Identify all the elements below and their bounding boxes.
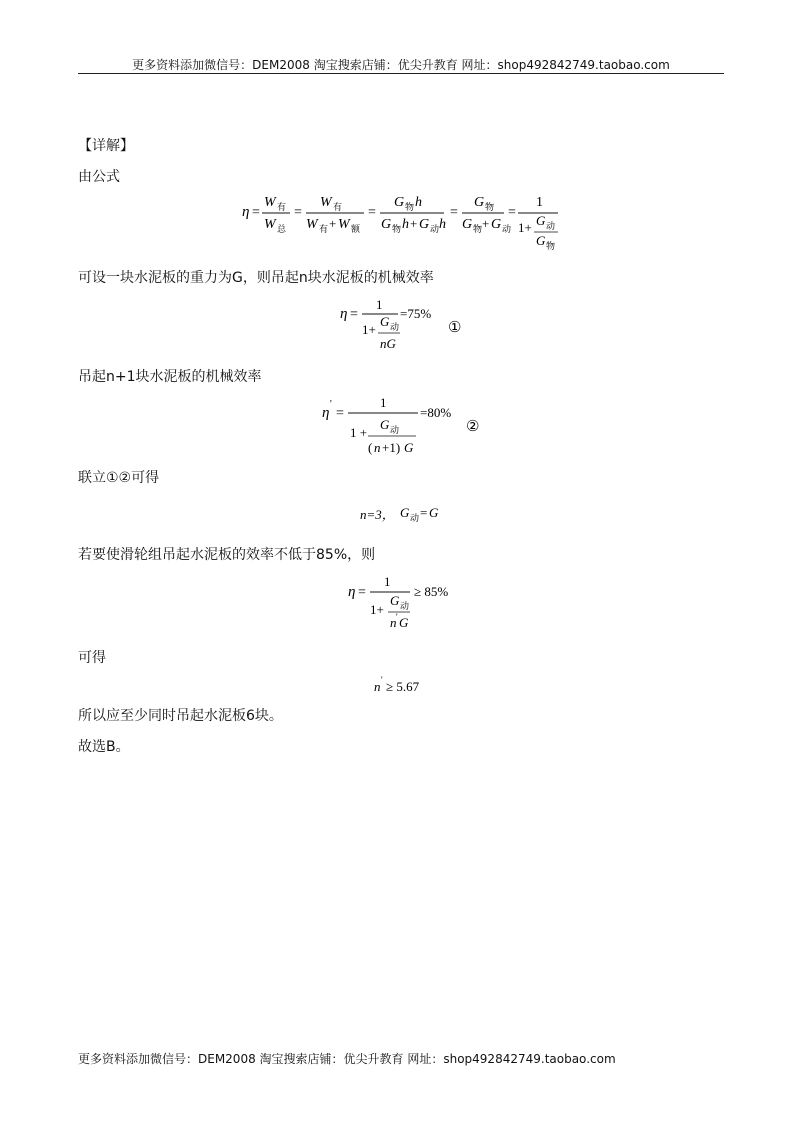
svg-text:1+: 1+ bbox=[362, 322, 376, 337]
svg-text:物: 物 bbox=[473, 224, 483, 234]
equation-3 bbox=[344, 572, 474, 632]
efficiency-formula bbox=[238, 188, 568, 254]
header-divider bbox=[78, 73, 724, 74]
svg-text:=: = bbox=[358, 585, 366, 600]
svg-text:1: 1 bbox=[380, 395, 387, 410]
section-title: 【详解】 bbox=[78, 138, 134, 154]
page-header: 更多资料添加微信号：DEM2008 淘宝搜索店铺：优尖升教育 网址：shop492842749.taobao.com bbox=[132, 58, 670, 72]
page-footer: 更多资料添加微信号：DEM2008 淘宝搜索店铺：优尖升教育 网址：shop492842749.taobao.com bbox=[78, 1052, 616, 1066]
svg-text:=: = bbox=[450, 205, 458, 220]
combine-text: 联立①②可得 bbox=[78, 470, 160, 486]
svg-text:n=3，: n=3， bbox=[360, 507, 395, 522]
svg-text:≥ 85%: ≥ 85% bbox=[414, 584, 449, 599]
svg-text:≥ 5.67: ≥ 5.67 bbox=[386, 679, 420, 694]
svg-text:G: G bbox=[399, 615, 409, 630]
svg-text:(: ( bbox=[368, 440, 373, 455]
svg-text:+: + bbox=[482, 216, 490, 231]
svg-text:1: 1 bbox=[384, 574, 391, 589]
svg-text:+: + bbox=[410, 216, 418, 231]
svg-text:=: = bbox=[294, 205, 302, 220]
svg-text:动: 动 bbox=[400, 601, 410, 611]
svg-text:=: = bbox=[336, 406, 344, 421]
svg-text:G: G bbox=[404, 440, 414, 455]
svg-text:': ' bbox=[330, 399, 332, 410]
svg-text:G: G bbox=[381, 217, 392, 232]
svg-text:G: G bbox=[390, 593, 400, 608]
svg-text:η: η bbox=[348, 584, 356, 600]
answer-text: 故选B。 bbox=[78, 739, 130, 755]
equation-4 bbox=[372, 672, 452, 698]
svg-text:W: W bbox=[320, 195, 332, 210]
svg-text:动: 动 bbox=[390, 425, 400, 435]
svg-text:nG: nG bbox=[380, 336, 396, 351]
svg-text:η: η bbox=[242, 204, 250, 220]
svg-text:': ' bbox=[396, 612, 398, 622]
svg-text:G: G bbox=[474, 195, 485, 210]
svg-text:总: 总 bbox=[277, 224, 287, 234]
svg-text:1: 1 bbox=[376, 297, 383, 312]
svg-text:G: G bbox=[536, 213, 546, 228]
conclusion-text: 所以应至少同时吊起水泥板6块。 bbox=[78, 708, 283, 724]
svg-text:G: G bbox=[380, 314, 390, 329]
svg-text:物: 物 bbox=[485, 202, 495, 212]
svg-text:n: n bbox=[390, 615, 397, 630]
svg-text:n: n bbox=[374, 440, 381, 455]
svg-text:W: W bbox=[306, 217, 318, 232]
svg-text:G: G bbox=[394, 195, 405, 210]
svg-text:动: 动 bbox=[430, 224, 440, 234]
svg-text:η: η bbox=[340, 306, 348, 322]
svg-text:W: W bbox=[264, 195, 276, 210]
svg-text:②: ② bbox=[466, 419, 480, 435]
svg-text:1: 1 bbox=[536, 195, 543, 210]
result-prefix-text: 可得 bbox=[78, 650, 106, 666]
svg-text:G: G bbox=[536, 233, 546, 248]
svg-text:动: 动 bbox=[546, 221, 556, 231]
requirement-text: 若要使滑轮组吊起水泥板的效率不低于85%，则 bbox=[78, 547, 376, 563]
svg-text:W: W bbox=[264, 217, 276, 232]
svg-text:物: 物 bbox=[392, 224, 402, 234]
svg-text:=: = bbox=[368, 205, 376, 220]
svg-text:=: = bbox=[508, 205, 516, 220]
svg-text:额: 额 bbox=[351, 224, 361, 234]
svg-text:1 +: 1 + bbox=[350, 425, 368, 440]
svg-text:=: = bbox=[350, 307, 358, 322]
solution-line bbox=[358, 500, 458, 526]
svg-text:①: ① bbox=[448, 320, 462, 336]
svg-text:G: G bbox=[400, 505, 410, 520]
svg-text:=75%: =75% bbox=[400, 306, 432, 321]
svg-text:1+: 1+ bbox=[518, 220, 532, 235]
svg-text:h: h bbox=[402, 217, 409, 232]
svg-text:有: 有 bbox=[277, 202, 287, 212]
assume-text: 可设一块水泥板的重力为G，则吊起n块水泥板的机械效率 bbox=[78, 270, 434, 286]
svg-text:G: G bbox=[429, 505, 439, 520]
svg-text:=: = bbox=[252, 205, 260, 220]
by-formula-text: 由公式 bbox=[78, 169, 120, 185]
svg-text:=80%: =80% bbox=[420, 405, 452, 420]
svg-text:η: η bbox=[322, 405, 330, 421]
svg-text:物: 物 bbox=[546, 241, 556, 251]
svg-text:动: 动 bbox=[502, 224, 512, 234]
svg-text:1+: 1+ bbox=[370, 602, 384, 617]
svg-text:有: 有 bbox=[319, 224, 329, 234]
svg-text:G: G bbox=[419, 217, 430, 232]
svg-text:n: n bbox=[374, 679, 381, 694]
equation-1 bbox=[336, 296, 496, 356]
svg-text:+1): +1) bbox=[382, 440, 401, 455]
svg-text:G: G bbox=[491, 217, 502, 232]
svg-text:G: G bbox=[462, 217, 473, 232]
equation-2 bbox=[318, 393, 488, 459]
svg-text:=: = bbox=[420, 505, 428, 520]
svg-text:动: 动 bbox=[390, 322, 400, 332]
n-plus-one-text: 吊起n+1块水泥板的机械效率 bbox=[78, 369, 262, 385]
svg-text:+: + bbox=[329, 216, 337, 231]
svg-text:G: G bbox=[380, 417, 390, 432]
svg-text:h: h bbox=[439, 217, 446, 232]
svg-text:动: 动 bbox=[410, 513, 420, 523]
svg-text:W: W bbox=[338, 217, 350, 232]
svg-text:h: h bbox=[415, 195, 422, 210]
svg-text:': ' bbox=[381, 675, 383, 685]
svg-text:有: 有 bbox=[333, 202, 343, 212]
svg-text:物: 物 bbox=[405, 202, 415, 212]
